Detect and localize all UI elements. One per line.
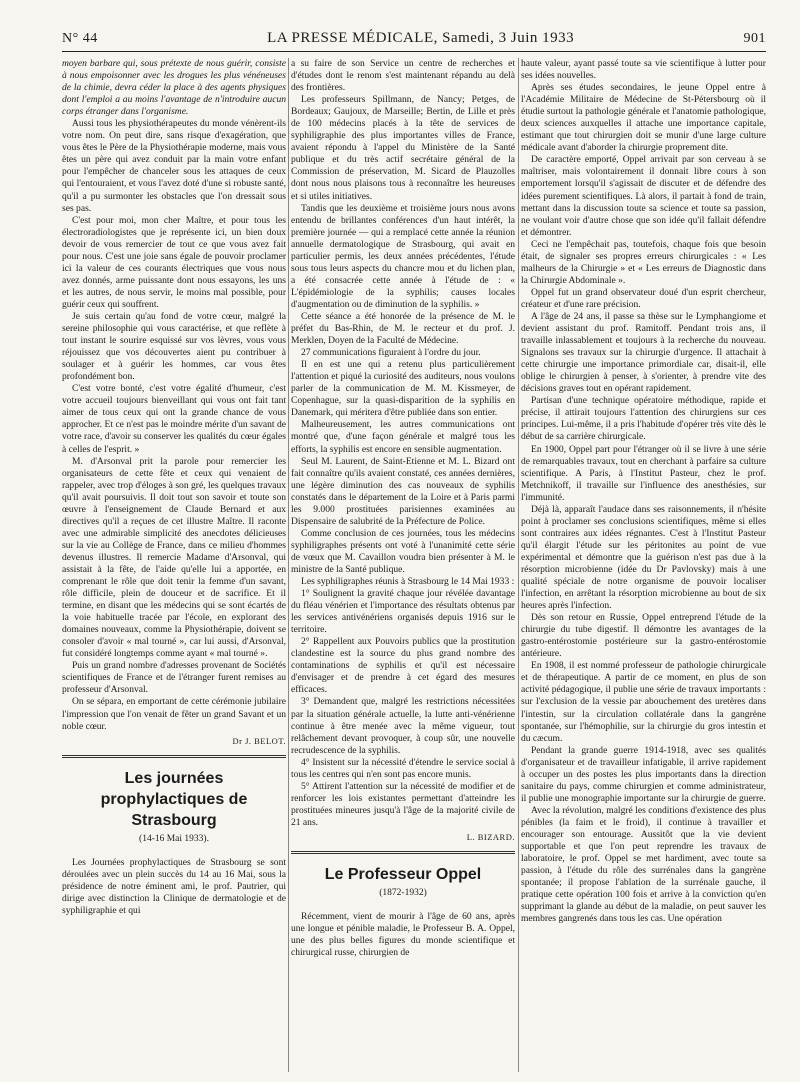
paragraph: moyen barbare qui, sous prétexte de nous guérir, consiste à nous empoisonner avec les drogues les plus vénéneuses de la chimie, devra céder la place à des agents physiques dont l'emploi a au moins l'avantage de n'introduire aucun corps étranger dans l'organisme. [62,58,286,118]
column-3 [521,58,766,1066]
paragraph: 3° Demandent que, malgré les restrictions nécessitées par la situation générale actuelle, la lutte anti-vénérienne continue à être menée avec la même vigueur, tout relâchement devant provoquer, à coup sûr, une nouvelle recrudescence de la syphilis. [291,696,515,756]
paragraph: 5° Attirent l'attention sur la nécessité de modifier et de renforcer les lois existantes permettant d'atteindre les prostituées mineures jusqu'à l'âge de la majorité civile de 21 ans. [291,780,515,828]
paragraph: haute valeur, ayant passé toute sa vie scientifique à lutter pour ses idées nouvelles. [521,58,766,82]
paragraph: Il en est une qui a retenu plus particulièrement l'attention et piqué la curiosité des auditeurs, nous voulons parler de la communication de M. M. Kissmeyer, de Copenhague, sur la quasi-disparition de la syphilis en Danemark, qui méritera d'être publiée dans son entier. [291,359,515,419]
paragraph: Avec la révolution, malgré les conditions d'existence des plus pénibles (la faim et le froid), il continue à travailler et encourager son entourage. Aussitôt que la vie devient supportable et que l'on peut reprendre les travaux de laboratoire, le prof. Oppel se met hardiment, avec toute sa passion, à l'étude du rôle des surrénales dans la gangrène spontanée; il propose l'ablation de la surrénale gauche, il pratique cette opération 100 fois et arrive à la conviction qu'en supprimant la glande au début de la maladie, on peut sauver les membres gangrenés dans tous les cas. Une opération [521,804,766,925]
paragraph: Récemment, vient de mourir à l'âge de 60 ans, après une longue et pénible maladie, le Professeur B. A. Oppel, une des plus belles figures du monde scientifique et chirurgical russe, chirurgien de [291,911,515,959]
paragraph: 1° Soulignent la gravité chaque jour révélée davantage du fléau vénérien et l'importance des résultats obtenus par les services antivénériens organisés depuis 1916 sur le territoire. [291,588,515,636]
paragraph: Les professeurs Spillmann, de Nancy; Petges, de Bordeaux; Gaujoux, de Marseille; Bertin, de Lille et près de 100 médecins placés à la tête de services de syphiligraphie des plus importantes villes de France, avaient répondu à l'appel du Ministère de la Santé publique et du très actif secrétaire général de la Commission de préservation, M. Sicard de Plauzolles dont nous nous plaisons tous à reconnaître les heureuses et si utiles initiatives. [291,94,515,202]
paragraph: Malheureusement, les autres communications ont montré que, d'une façon générale et malgré tous les efforts, la syphilis est encore en sensible augmentation. [291,419,515,455]
article-title: Le Professeur Oppel [324,866,482,884]
paragraph: Oppel fut un grand observateur doué d'un esprit chercheur, créateur et d'une rare précision. [521,286,766,310]
running-header [62,30,766,50]
article-divider [291,851,515,854]
paragraph: De caractère emporté, Oppel arrivait par son cerveau à se maîtriser, mais volontairement il donnait libre cours à son emportement lorsqu'il s'agissait de discuter et de défendre des idées purement scientifiques. Là alors, il partait à fond de train, mettant dans la discussion toute sa science et toute sa passion, ne voulant voir d'autre chose que son idée qu'il fallait défendre et démontrer. [521,154,766,238]
paragraph: Je suis certain qu'au fond de votre cœur, malgré la sereine philosophie qui vous caractérise, et que reflète à tout instant le sourire esquissé sur vos lèvres, vous vous réjouissez que vos découvertes aient pu contribuer à soulager et à guérir les hommes, car vous êtes profondément bon. [62,310,286,383]
issue-number: N° 44 [62,31,98,46]
paragraph: A l'âge de 24 ans, il passe sa thèse sur le Lymphangiome et devient assistant du prof. Ramitoff. Pendant trois ans, il travaille inlassablement et toujours à la recherche du nouveau. Signalons ses travaux sur la chirurgie d'urgence. Il attachait à cette chirurgie une importance primordiale car, disait-il, elle oblige le chirurgien à penser, à s'orienter, à prendre vite des décisions graves tout en opérant rapidement. [521,310,766,395]
paragraph: a su faire de son Service un centre de recherches et d'études dont le renom s'est maintenant répandu au delà des frontières. [291,58,515,94]
paragraph: C'est votre bonté, c'est votre égalité d'humeur, c'est votre accueil toujours bienveillant qui vous ont fait tant aimer de tous ceux qui ont la grande chance de vous approcher. Et ce n'est pas le moindre mérite d'un savant de votre race, d'avoir su conserver les qualités du cœur égales à celles de l'esprit. » [62,383,286,455]
article-subtitle: (1872-1932) [379,888,427,899]
column-rule-2 [518,58,519,1072]
paragraph: Partisan d'une technique opératoire méthodique, rapide et précise, il attirait toujours l'attention des chirurgiens sur ces principes. Lui-même, il a pris l'habitude d'opérer très vite dès le début de sa carrière chirurgicale. [521,395,766,443]
author-signature: Dr J. BELOT. [232,735,286,746]
paragraph: 2° Rappellent aux Pouvoirs publics que la prostitution clandestine est la source du plus grand nombre des contaminations de syphilis et qu'il est nécessaire d'envisager et de prendre à cet égard des mesures efficaces. [291,636,515,696]
article-title: Les journées prophylactiques de Strasbourg [100,769,248,829]
paragraph: Dès son retour en Russie, Oppel entreprend l'étude de la chirurgie du tube digestif. Il démontre les avantages de la gastro-entérostomie postérieure sur la gastro-entérostomie antérieure. [521,612,766,660]
paragraph: Comme conclusion de ces journées, tous les médecins syphiligraphes présents ont voté à l'unanimité cette série de vœux que M. Cavaillon voudra bien présenter à M. le ministre de la Santé publique. [291,527,515,575]
paragraph: Puis un grand nombre d'adresses provenant de Sociétés scientifiques de France et de l'étranger furent remises au professeur d'Arsonval. [62,660,286,696]
paragraph: Ceci ne l'empêchait pas, toutefois, chaque fois que besoin était, de signaler ses propres erreurs chirurgicales : « Les malheurs de la Chirurgie » et « Les erreurs de Diagnostic dans la Chirurgie Abdominale ». [521,238,766,286]
paragraph: On se sépara, en emportant de cette cérémonie jubilaire l'impression que l'on venait de fêter un grand Savant et un noble cœur. [62,696,286,732]
column-rule-1 [288,58,289,1072]
publication-title: LA PRESSE MÉDICALE, Samedi, 3 Juin 1933 [267,30,575,46]
paragraph: M. d'Arsonval prit la parole pour remercier les organisateurs de cette fête et ceux qui venaient de rappeler, avec trop d'éloges à son gré, les quelques travaux qu'il avait poursuivis. Il doit tout son savoir et toute son œuvre à l'enseignement de Claude Bernard et aux directives qu'il a reçues de cet illustre Maître. Il raconte avec une admirable simplicité des anecdotes délicieuses sur la vie au Collège de France, dans ce milieu d'hommes devenus illustres. Il remercie Madame d'Arsonval, qui assistait à la fête, de l'aide qu'elle lui a apportée, en comprenant le rôle que doit tenir la femme d'un savant, rôle difficile, plein de douceur et de sacrifice. Et il termine, en disant que les médecins qui se sont écartés de la voie habituelle tracée par l'école, en explorant des domaines nouveaux, comme la Physiothérapie, doivent se consoler d'avoir « mal tourné », car lui aussi, d'Arsonval, fut considéré longtemps comme ayant « mal tourné ». [62,455,286,660]
column-2 [291,58,515,1066]
paragraph: C'est pour moi, mon cher Maître, et pour tous les électroradiologistes que je représente ici, un bien doux devoir de vous remercier de tout ce que vous avez fait pour nous. C'est une joie sans égale de pouvoir proclamer ici la valeur de ces courants électriques que vous nous avez donnés, arme puissante dont nous essayons, les uns et les autres, de nous servir, le moins mal possible, pour guérir ceux qui souffrent. [62,214,286,310]
paragraph: Cette séance a été honorée de la présence de M. le préfet du Bas-Rhin, de M. le recteur et du prof. J. Merklen, Doyen de la Faculté de Médecine. [291,310,515,347]
header-rule [62,51,766,52]
paragraph: Aussi tous les physiothérapeutes du monde vénèrent-ils votre nom. On peut dire, sans risque d'exagération, que vous êtes le Père de la Physiothérapie moderne, mais vous êtes un père qui avez conduit par la main votre enfant pour l'empêcher de chanceler sous les attaques de ceux qui l'entouraient, et vous l'avez doté d'une si robuste santé, qu'il a pu surmonter les obstacles que l'on dressait sous ses pas. [62,118,286,214]
paragraph: Déjà là, apparaît l'audace dans ses raisonnements, il n'hésite point à proclamer ses conclusions scientifiques, même si elles sont contraires aux idées régnantes. C'est à l'Institut Pasteur qu'il élargit l'étude sur les péritonites au point de vue expérimental et démontre que la guérison n'est pas due à la résorption microbienne (idée du Dr Pavlovsky) mais à une qualité spéciale de notre organisme de pouvoir localiser l'infection, en arrêtant la résorption microbienne au bout de six heures après l'infection. [521,503,766,612]
article-subtitle: (14-16 Mai 1933). [139,833,209,844]
column-1 [62,58,286,1066]
paragraph: En 1908, il est nommé professeur de pathologie chirurgicale et de thérapeutique. A partir de ce moment, en plus de son activité pédagogique, il publie une série de travaux importants : sur l'exclusion de la vessie par abouchement des uretères dans l'intestin, sur la circulation collatérale dans la gangrène spontanée, sur l'hémophilie, sur la chirurgie du gros intestin et du cæcum. [521,660,766,744]
page-number: 901 [743,31,766,46]
paragraph: Tandis que les deuxième et troisième jours nous avons entendu de brillantes conférences d'un haut intérêt, la première journée — qui a remplacé cette année la réunion annuelle dermatologique de Strasbourg, qui avait en particulier permis, les deux années précédentes, l'étude sous tous leurs aspects du chancre mou et du lichen plan, a été consacrée cette année à l'étude de : « L'épidémiologie de la syphilis; causes locales d'augmentation ou de diminution de la syphilis. » [291,202,515,310]
paragraph: 4° Insistent sur la nécessité d'étendre le service social à tous les centres qui n'en sont pas encore munis. [291,756,515,780]
paragraph: Seul M. Laurent, de Saint-Etienne et M. L. Bizard ont fait connaître qu'ils avaient constaté, ces années dernières, une légère diminution des cas nouveaux de syphilis constatés dans le département de la Loire et à Paris parmi les 9.000 prostituées parisiennes examinées au Dispensaire de salubrité de la Préfecture de Police. [291,455,515,527]
author-signature: L. BIZARD. [466,832,515,842]
paragraph: En 1900, Oppel part pour l'étranger où il se livre à une série de remarquables travaux, tout en cherchant à parfaire sa culture scientifique. A Paris, à l'Institut Pasteur, chez le prof. Metchnikoff, il travaille sur l'influence des anesthésies, sur l'immunité. [521,443,766,503]
paragraph: Les syphiligraphes réunis à Strasbourg le 14 Mai 1933 : [301,576,515,588]
paragraph: 27 communications figuraient à l'ordre du jour. [301,347,481,359]
article-divider [62,755,286,758]
paragraph: Après ses études secondaires, le jeune Oppel entre à l'Académie Militaire de Médecine de St-Pétersbourg où il étudie surtout la pathologie générale et l'anatomie pathologique, deux sciences auxquelles il attache une importance capitale, estimant que tout chirurgien doit se munir d'une large culture médicale avant d'aborder la chirurgie proprement dite. [521,82,766,154]
paragraph: Les Journées prophylactiques de Strasbourg se sont déroulées avec un plein succès du 14 au 16 Mai, sous la présidence de notre éminent ami, le prof. Pautrier, qui dirige avec distinction la Clinique de dermatologie et de syphiligraphie et qui [62,856,286,916]
paragraph: Pendant la grande guerre 1914-1918, avec ses qualités d'organisateur et de travailleur infatigable, il arrive rapidement à occuper un des postes les plus importants dans la direction sanitaire du pays, comme chirurgien et comme administrateur, il publie une monographie importante sur la chirurgie de guerre. [521,744,766,804]
